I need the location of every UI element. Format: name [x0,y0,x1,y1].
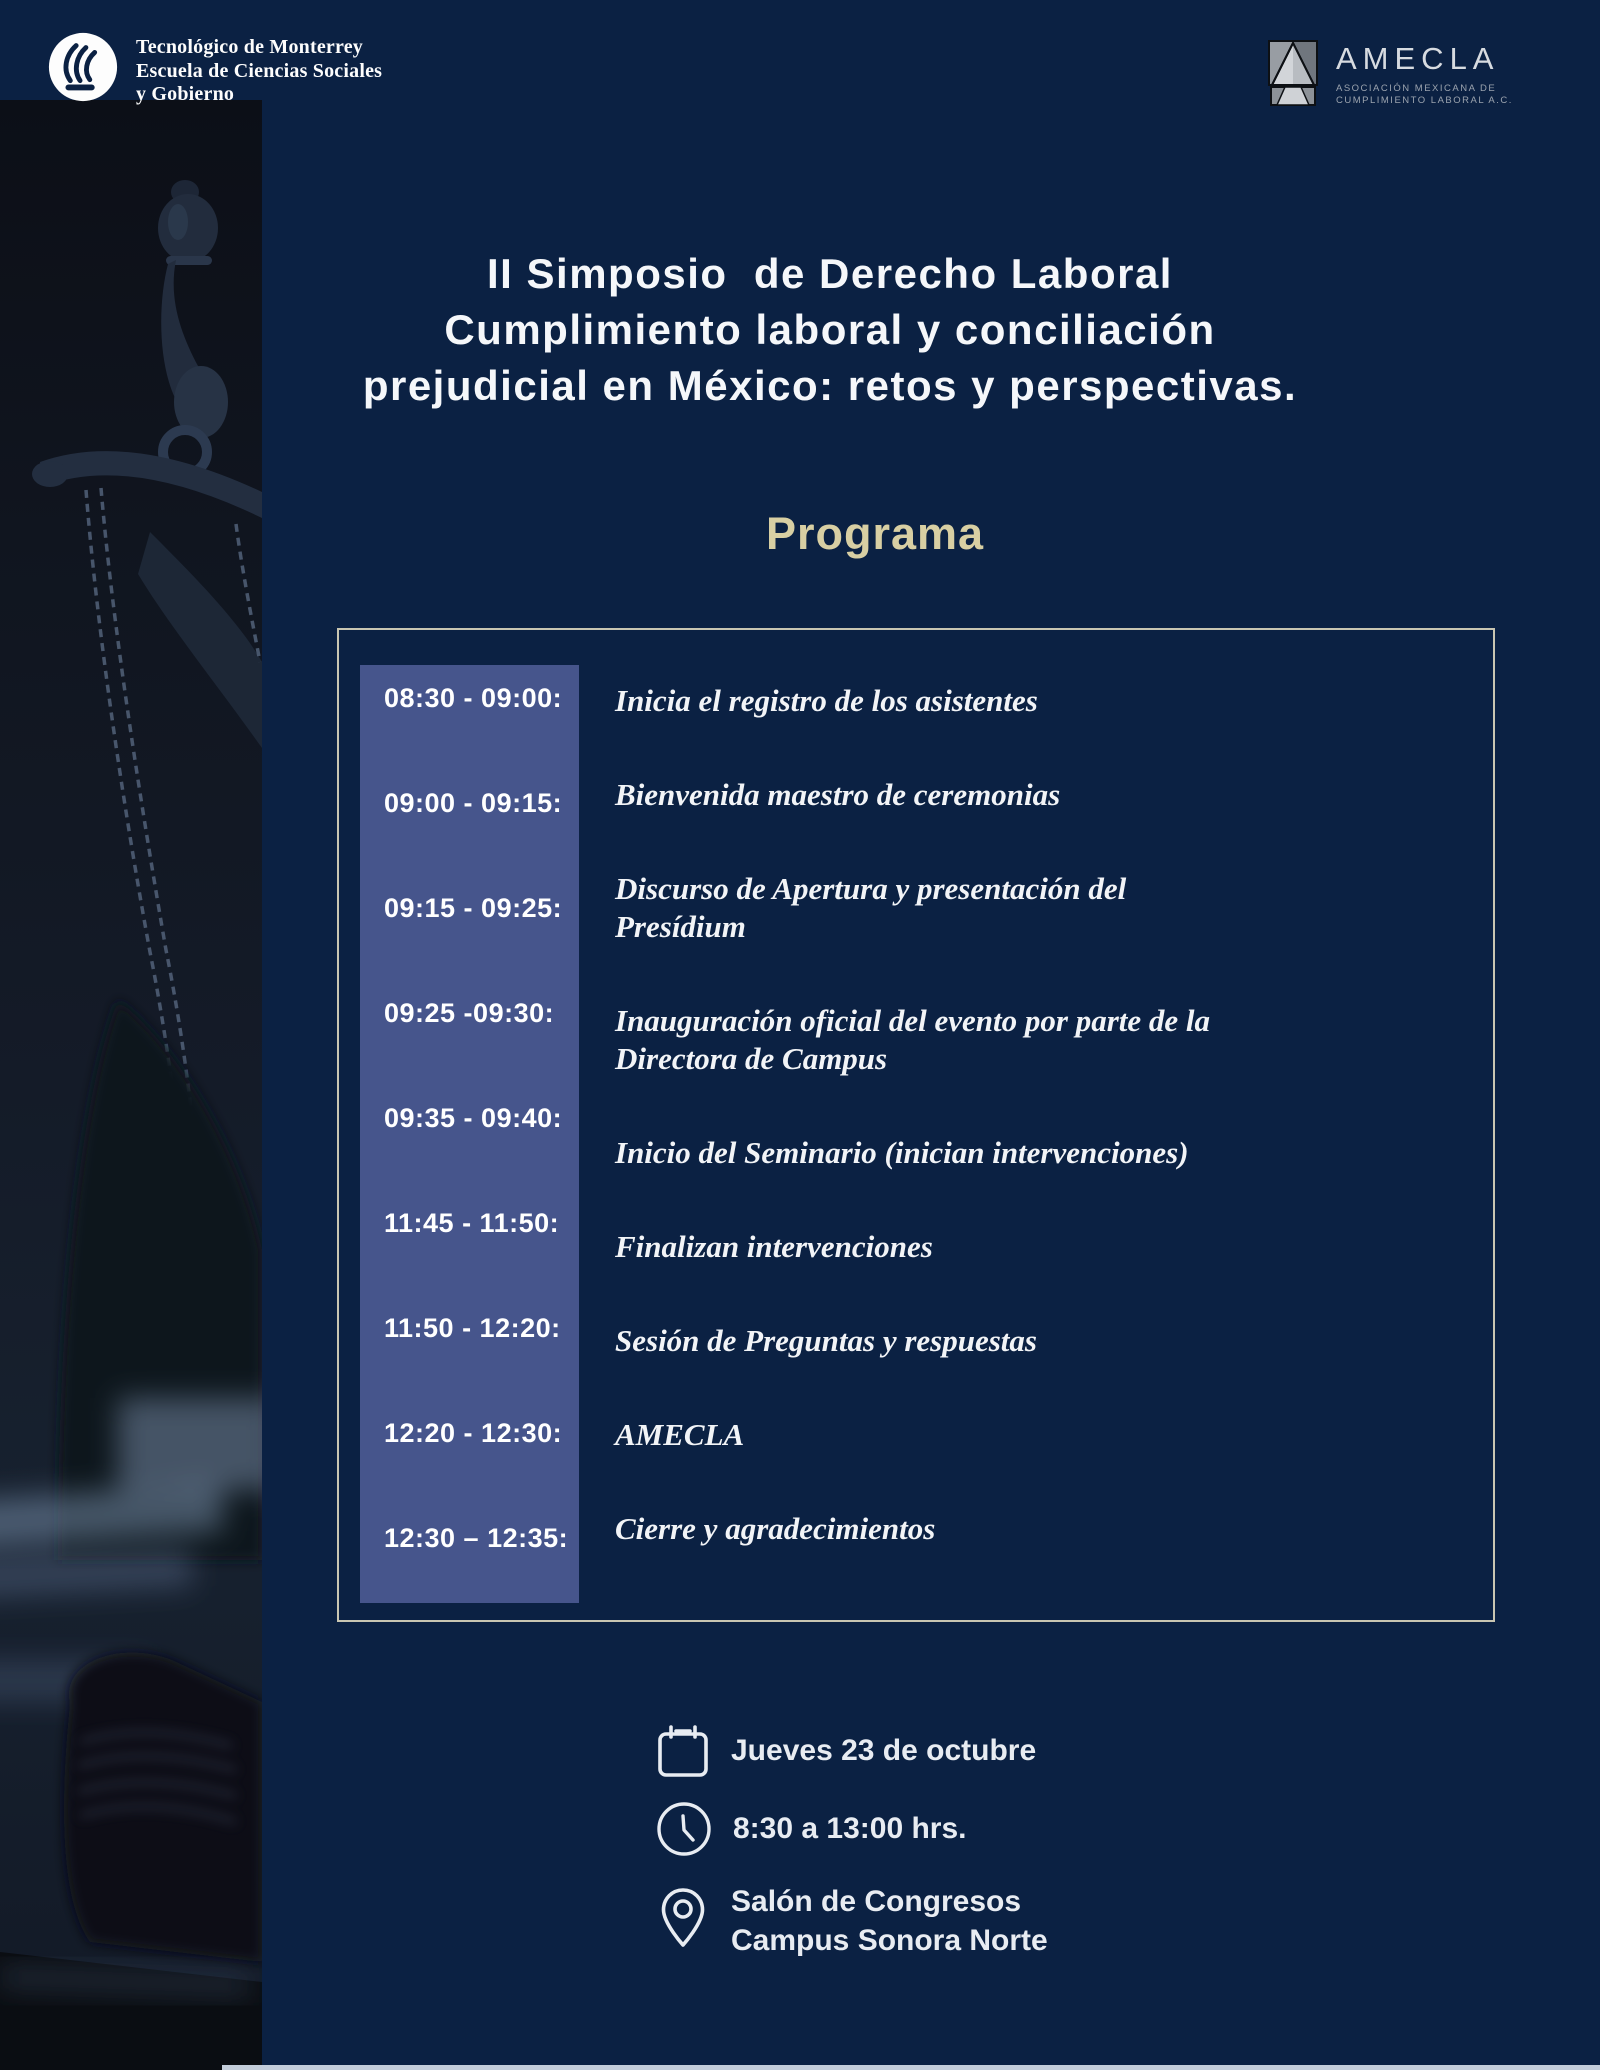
time-cell: 08:30 - 09:00: [384,683,563,713]
location-line-2: Campus Sonora Norte [731,1924,1048,1957]
tec-logo-line: Escuela de Ciencias Sociales [136,59,383,82]
tec-logo-line: Tecnológico de Monterrey [136,36,363,58]
events-column [615,630,1225,1604]
time-cell: 11:50 - 12:20: [384,1313,561,1343]
time-cell: 09:25 -09:30: [384,998,555,1028]
time-cell: 12:20 - 12:30: [384,1418,563,1448]
amecla-subtitle-line: ASOCIACIÓN MEXICANA DE [1336,83,1497,94]
amecla-logo-text [1336,42,1513,107]
time-row [655,1800,966,1858]
location-row [655,1882,1048,1960]
amecla-name: AMECLA [1336,41,1500,76]
event-cell: Cierre y agradecimientos [615,1511,936,1546]
time-cell: 09:15 - 09:25: [384,893,563,923]
section-heading: Programa [765,508,985,559]
clock-icon [655,1800,713,1858]
event-cell: Inicio del Seminario (inician intervenciones) [615,1135,1189,1170]
location-line-1: Salón de Congresos [731,1885,1022,1918]
event-cell: Finalizan intervenciones [615,1229,933,1264]
event-cell: AMECLA [615,1417,745,1452]
tec-logo-text [136,36,382,107]
event-cell: Discurso de Apertura y presentación del Presídium [615,871,1127,944]
time-column [360,665,579,1603]
amecla-emblem-icon [1268,40,1318,106]
bottom-edge-strip [222,2065,1600,2070]
event-cell: Bienvenida maestro de ceremonias [615,777,1061,812]
tec-flame-icon [46,30,120,104]
location-text [731,1882,1048,1960]
title-line-3: prejudicial en México: retos y perspectivas. [362,362,1298,409]
event-cell: Sesión de Preguntas y respuestas [615,1323,1037,1358]
date-row [655,1722,1036,1780]
time-cell: 09:00 - 09:15: [384,788,563,818]
time-cell: 12:30 – 12:35: [384,1523,569,1553]
event-cell: Inicia el registro de los asistentes [615,683,1038,718]
time-cell: 11:45 - 11:50: [384,1208,560,1238]
event-title [150,246,1510,414]
title-line-2: Cumplimiento laboral y conciliación [444,306,1216,353]
calendar-icon [655,1722,711,1780]
schedule-table [337,628,1495,1622]
date-text: Jueves 23 de octubre [731,1734,1037,1767]
amecla-subtitle [1336,83,1513,107]
event-cell: Inauguración oficial del evento por parte de la Directora de Campus [615,1003,1211,1076]
tec-logo [46,30,382,107]
time-cell: 09:35 - 09:40: [384,1103,563,1133]
time-text: 8:30 a 13:00 hrs. [733,1812,967,1845]
title-line-1: II Simposio de Derecho Laboral [487,250,1173,297]
amecla-subtitle-line: CUMPLIMIENTO LABORAL A.C. [1336,95,1513,106]
amecla-logo [1268,40,1513,107]
location-pin-icon [655,1885,711,1957]
tec-logo-line: y Gobierno [136,83,235,105]
